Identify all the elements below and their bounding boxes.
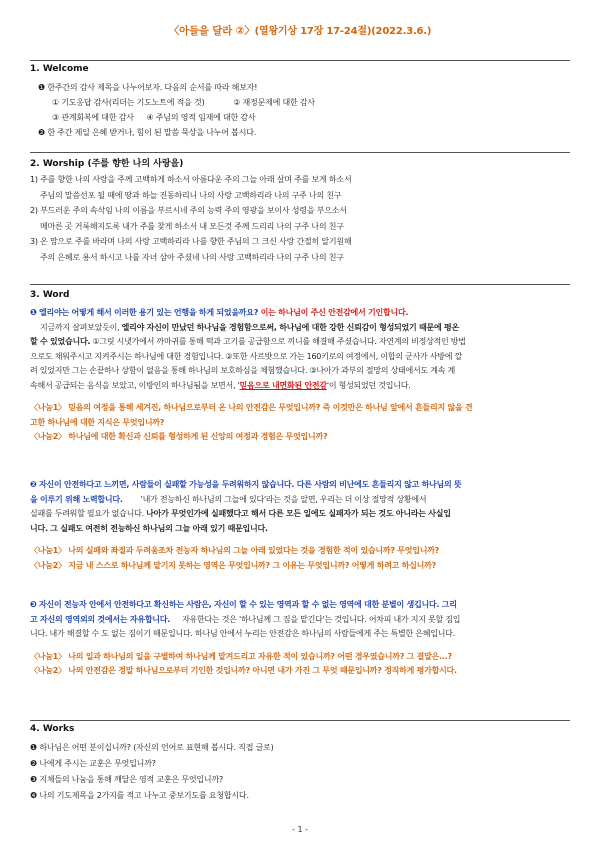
sharing-2: 〈나눔2〉 지금 내 스스로 하나님께 맡기지 못하는 영역은 무엇입니까? 그 이유는 무엇입니까? 어떻게 하려고 하십니까? xyxy=(30,560,436,570)
text-span: ①그릿 시냇가에서 까마귀를 통해 떡과 고기를 공급함으로 끼니를 해결해 주셨습니다. 자연계의 비정상적인 방법 xyxy=(90,337,466,346)
text-span: 고 자신의 영역외의 것에서는 자유합니다. xyxy=(30,614,171,624)
text-line: 니다. 그 실패도 여전히 전능하신 하나님의 그늘 아래 있기 때문입니다. xyxy=(30,523,268,533)
text-span: 자유한다는 것은 '하나님께 그 짐을 맡긴다'는 것입니다. 어차피 내가 지지 못할 짐입 xyxy=(182,614,461,624)
point-3-line: ❸ 자신이 전능자 안에서 안전하다고 확신하는 사람은, 자신이 할 수 있는 영역과 할 수 없는 영역에 대한 분별이 생깁니다. 그리 xyxy=(30,600,457,609)
lyric-line: 주님의 말씀선포 될 때에 땅과 하늘 진동하리니 나의 사랑 고백하리라 나의 구주 나의 친구 xyxy=(40,190,342,200)
divider xyxy=(30,152,570,153)
word-point-2 xyxy=(30,478,570,573)
welcome-sub-1a: ① 기도응답 감사(리더는 기도노트에 적을 것) xyxy=(52,98,205,107)
title-main: 〈아들을 달라 ②〉 xyxy=(168,25,255,37)
works-item-3: ❸ 지체들의 나눔을 통해 깨달은 영적 교훈은 무엇입니까? xyxy=(30,775,224,784)
text-span: 나아가 무엇인가에 실패했다고 해서 다른 모든 일에도 실패자가 되는 것도 아니라는 사실입 xyxy=(146,509,451,518)
works-heading: 4. Works xyxy=(30,724,75,734)
text-span: '내가 전능하신 하나님의 그늘에 있다'라는 것을 알면, 우리는 더 이상 절망적 상황에서 xyxy=(140,494,427,504)
page-title xyxy=(0,22,600,38)
sharing-2: 〈나눔2〉 하나님에 대한 확신과 신뢰를 형성하게 된 신앙의 여정과 경험은 무엇입니까? xyxy=(30,432,328,441)
point-1-question: ❶ 엘리야는 어떻게 해서 이러한 용기 있는 언행을 하게 되었을까요? xyxy=(30,308,259,317)
text-span: 지금까지 살펴보았듯이, xyxy=(40,322,122,332)
word-heading: 3. Word xyxy=(30,290,70,300)
lyric-line: 메마른 곳 거룩해지도록 내가 주를 찾게 하소서 내 모든것 주께 드리리 나의 구주 나의 친구 xyxy=(40,221,344,231)
divider xyxy=(30,720,570,721)
text-span: 실패를 두려워할 필요가 없습니다. xyxy=(30,509,147,518)
welcome-item-1: ❶ 한주간의 감사 제목을 나누어보자. 다음의 순서를 따라 해보자! xyxy=(38,83,258,92)
lyric-line: 3) 온 맘으로 주를 바라며 나의 사랑 고백하리라 나를 향한 주님의 그 크신 사랑 간절히 알기원해 xyxy=(30,237,352,246)
sharing-1-cont: 고한 하나님에 대한 지식은 무엇입니까? xyxy=(30,417,165,427)
works-item-2: ❷ 나에게 주시는 교훈은 무엇입니까? xyxy=(30,759,156,768)
word-point-1 xyxy=(30,306,570,445)
point-2-line: ❷ 자신이 안전하다고 느끼면, 사람들이 실패할 가능성을 두려워하지 않습니다. 다른 사람의 비난에도 흔들리지 않고 하나님의 뜻 xyxy=(30,480,462,489)
point-1-answer: 이는 하나님이 주신 안전감에서 기인합니다. xyxy=(258,308,409,317)
text-span: 할 수 있었습니다. xyxy=(30,337,91,346)
page-number: - 1 - xyxy=(292,825,308,834)
lyric-line: 1) 주를 향한 나의 사랑을 주께 고백하게 하소서 아름다운 주의 그늘 아래 살며 주를 보게 하소서 xyxy=(30,175,352,184)
works-list xyxy=(30,740,570,804)
worship-lyrics xyxy=(30,172,570,265)
welcome-block xyxy=(30,80,570,140)
works-item-4: ❹ 나의 기도제목을 2가지를 적고 나누고 중보기도를 요청합시다. xyxy=(30,791,249,800)
lyric-line: 2) 부드러운 주의 속삭임 나의 이름을 부르시네 주의 능력 주의 영광을 보이사 성령을 부으소서 xyxy=(30,206,347,215)
worship-heading: 2. Worship (주를 향한 나의 사랑을) xyxy=(30,159,184,169)
text-line: 려 있었지만 그는 손끝하나 상함이 없음을 통해 하나님의 보호하심을 체험했습니다. ③나아가 과부의 절망의 상태에서도 계속 계 xyxy=(30,366,455,375)
welcome-sub-1b: ② 재정문제에 대한 감사 xyxy=(233,98,315,107)
text-line: 으로도 채워주시고 지켜주시는 하나님에 대한 경험입니다. ②또한 사르밧으로 가는 160키로의 여정에서, 이합의 군사가 사방에 깔 xyxy=(30,351,463,361)
welcome-item-2: ❷ 한 주간 제일 은혜 받거나, 힘이 된 말씀 묵상을 나누어 봅시다. xyxy=(38,128,257,137)
word-point-3 xyxy=(30,598,570,679)
sharing-1: 〈나눔1〉 믿음의 여정을 통해 세겨진, 하나님으로부터 온 나의 안전감은 무엇입니까? 즉 이것만은 하나님 앞에서 흔들리지 않을 견 xyxy=(30,403,473,412)
text-line: 니다. 내가 해결할 수 도 없는 짐이기 때문입니다. 하나님 안에서 누리는 안전감은 하나님의 사람들에게 주는 특별한 은혜입니다. xyxy=(30,629,455,638)
divider xyxy=(30,284,570,285)
welcome-heading: 1. Welcome xyxy=(30,64,89,74)
text-span: 속해서 공급되는 음식을 보았고, 이방인의 하나님됨을 보면서, ' xyxy=(30,380,240,390)
text-span: 을 이루기 위해 노력합니다. xyxy=(30,494,123,504)
welcome-sub-row-2 xyxy=(30,110,570,125)
divider xyxy=(30,60,570,61)
text-span: '이 형성되었던 것입니다. xyxy=(326,380,411,390)
welcome-sub-2a: ③ 관계회복에 대한 감사 xyxy=(52,113,134,122)
welcome-sub-row-1 xyxy=(30,95,570,110)
welcome-sub-2b: ④ 주님의 영적 임재에 대한 감사 xyxy=(146,113,256,122)
sharing-1: 〈나눔1〉 나의 일과 하나님의 일을 구별하여 하나님께 맡겨드리고 자유한 적이 있습니까? 어떤 경우였습니까? 그 결말은...? xyxy=(30,651,452,661)
title-sub: (열왕기상 17장 17-24절)(2022.3.6.) xyxy=(254,26,432,37)
sharing-2: 〈나눔2〉 나의 안전감은 정말 하나님으로부터 기인한 것입니까? 아니면 내가 가진 그 무엇 때문입니까? 정직하게 평가합시다. xyxy=(30,666,457,675)
lyric-line: 주의 은혜로 용서 하시고 나를 자녀 삼아 주셨네 나의 사랑 고백하리라 나의 구주 나의 친구 xyxy=(40,252,344,262)
text-span: 엘리야 자신이 만났던 하나님을 경험함으로써, 하나님에 대한 강한 신뢰감이 형성되었기 때문에 평온 xyxy=(121,322,459,332)
sharing-1: 〈나눔1〉 나의 실패와 좌절과 두려움조차 전능자 하나님의 그늘 아래 있었다는 것을 경험한 적이 있습니까? 무엇입니까? xyxy=(30,546,440,555)
highlight-phrase: 믿음으로 내면화된 안전감 xyxy=(239,380,327,390)
works-item-1: ❶ 하나님은 어떤 분이십니까? (자신의 언어로 표현해 봅시다. 직접 글로) xyxy=(30,743,274,752)
